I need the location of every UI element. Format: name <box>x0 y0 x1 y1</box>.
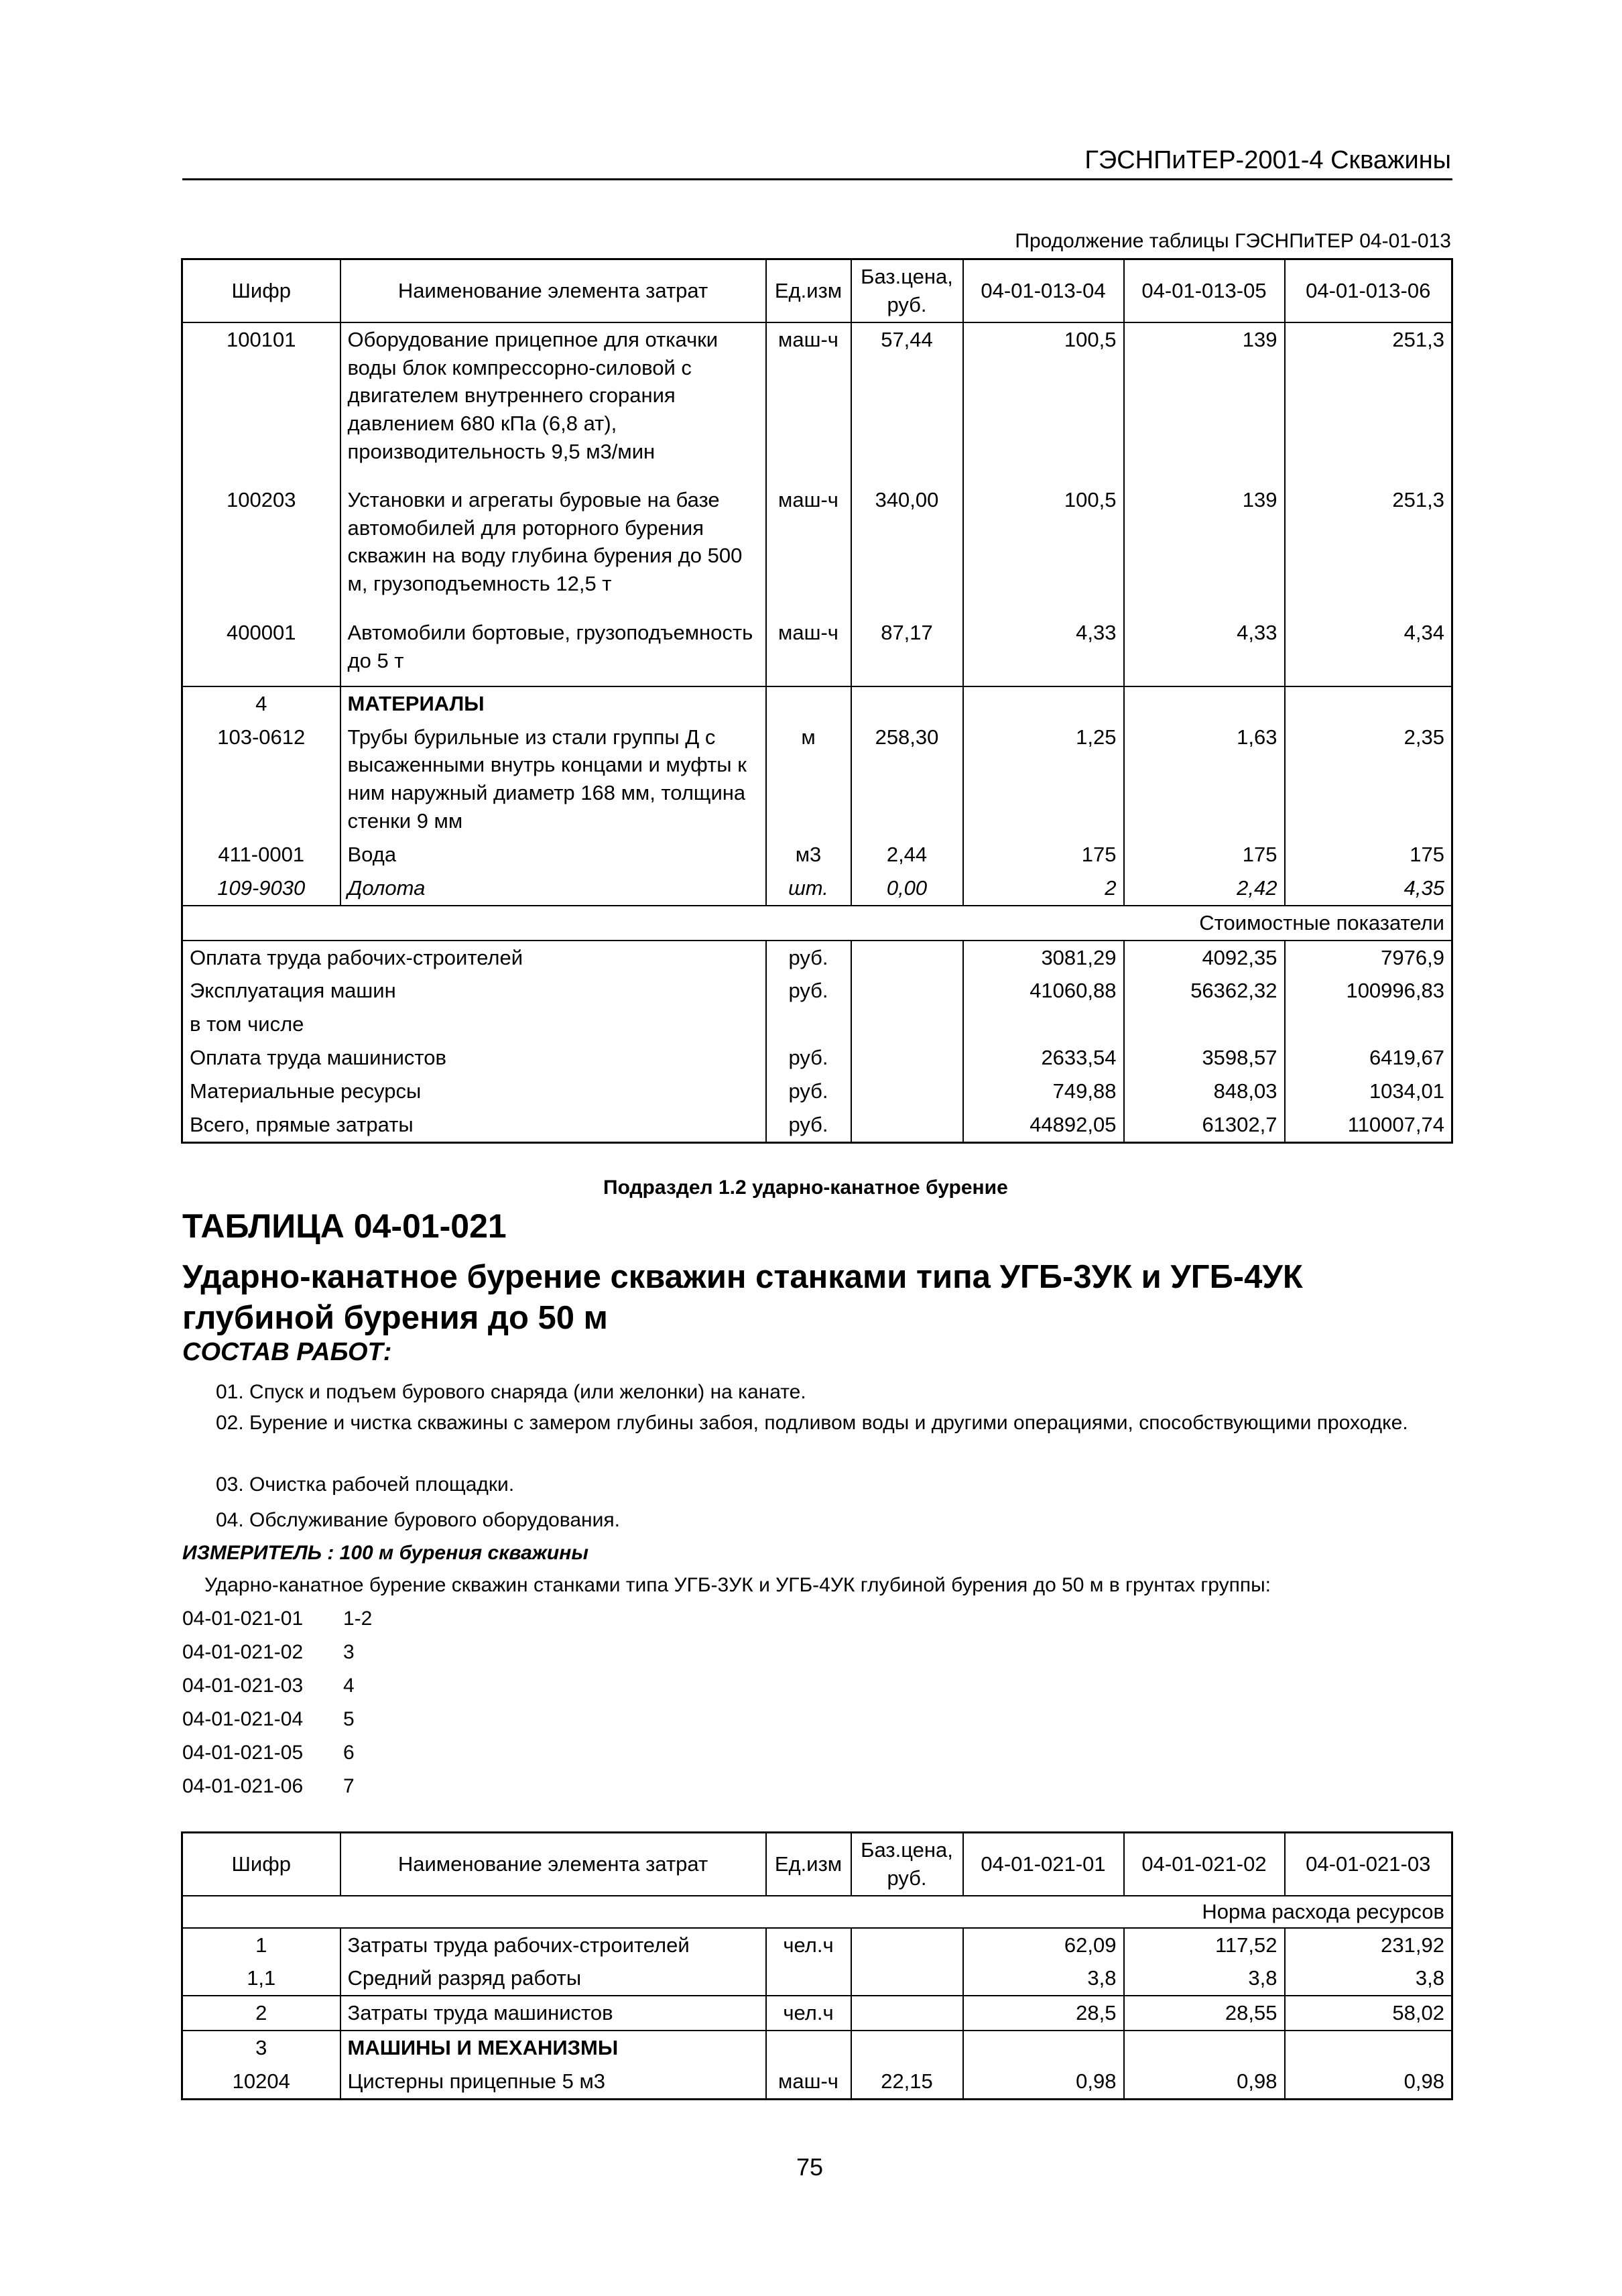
variant-group: 7 <box>343 1775 355 1797</box>
row-code: 100101 <box>182 322 340 483</box>
header-price: Баз.цена, руб. <box>851 1833 963 1896</box>
row-value: 100,5 <box>963 322 1124 483</box>
header-unit: Ед.изм <box>766 1833 851 1896</box>
row-unit <box>766 1961 851 1996</box>
row-value: 3,8 <box>1415 1966 1444 1990</box>
row-value: 2,35 <box>1403 725 1444 749</box>
resource-table-021 <box>181 1831 1453 2100</box>
cost-value: 3598,57 <box>1124 1041 1285 1075</box>
row-price <box>851 2031 963 2065</box>
table-row <box>182 2065 1452 2099</box>
row-value <box>1285 686 1452 721</box>
row-price: 258,30 <box>851 721 963 838</box>
variant-row <box>182 1742 355 1764</box>
row-value: 0,98 <box>1403 2069 1444 2093</box>
cost-unit: руб. <box>766 974 851 1008</box>
row-code: 1 <box>182 1928 340 1962</box>
row-code: 100203 <box>182 483 340 616</box>
operation-item: 02. Бурение и чистка скважины с замером глубины забоя, подливом воды и другими операциями, способствующими проходке. <box>216 1412 1408 1434</box>
row-value: 2 <box>963 871 1124 906</box>
header-variant-06: 04-01-013-06 <box>1285 259 1452 322</box>
variant-code: 04-01-021-02 <box>182 1641 304 1663</box>
cost-value: 3081,29 <box>963 941 1124 975</box>
work-composition-heading: СОСТАВ РАБОТ: <box>182 1338 392 1366</box>
row-value: 139 <box>1124 483 1285 616</box>
row-unit: маш-ч <box>766 2065 851 2099</box>
cost-value: 7976,9 <box>1381 945 1444 969</box>
cost-unit: руб. <box>766 941 851 975</box>
header-variant-02: 04-01-021-02 <box>1124 1833 1285 1896</box>
section-heading: МАШИНЫ И МЕХАНИЗМЫ <box>340 2031 766 2065</box>
variant-row <box>182 1775 355 1798</box>
cost-value: 44892,05 <box>963 1108 1124 1142</box>
row-code: 4 <box>182 686 340 721</box>
operation-item: 04. Обслуживание бурового оборудования. <box>216 1509 620 1531</box>
cost-row <box>182 974 1452 1008</box>
table-row <box>182 1928 1452 1962</box>
cost-label: Материальные ресурсы <box>182 1075 766 1108</box>
table-row <box>182 871 1452 906</box>
row-name: Затраты труда машинистов <box>340 1996 766 2031</box>
cost-row <box>182 1075 1452 1108</box>
row-value: 28,5 <box>963 1996 1124 2031</box>
row-value: 251,3 <box>1392 327 1444 351</box>
table-row <box>182 2031 1452 2065</box>
header-variant-04: 04-01-013-04 <box>963 259 1124 322</box>
row-code: 400001 <box>182 616 340 686</box>
cost-unit: руб. <box>766 1108 851 1142</box>
row-price: 2,44 <box>851 838 963 871</box>
variant-group: 3 <box>343 1641 355 1663</box>
header-unit: Ед.изм <box>766 259 851 322</box>
row-value <box>1285 2031 1452 2065</box>
row-unit: маш-ч <box>766 322 851 483</box>
header-price: Баз.цена, руб. <box>851 259 963 322</box>
operation-item: 01. Спуск и подъем бурового снаряда (или желонки) на канате. <box>216 1381 806 1403</box>
cost-unit: руб. <box>766 1075 851 1108</box>
cost-label: Всего, прямые затраты <box>182 1108 766 1142</box>
cost-value: 41060,88 <box>963 974 1124 1008</box>
table-row <box>182 838 1452 871</box>
cost-unit: руб. <box>766 1041 851 1075</box>
cost-value <box>963 1008 1124 1041</box>
row-name: Оборудование прицепное для откачки воды блок компрессорно-силовой с двигателем внутреннего сгорания давлением 680 кПа (6,8 ат), производительность 9,5 м3/мин <box>340 322 766 483</box>
variant-row <box>182 1708 355 1731</box>
section-heading: МАТЕРИАЛЫ <box>340 686 766 721</box>
row-value: 251,3 <box>1392 487 1444 511</box>
row-name: Автомобили бортовые, грузоподъемность до 5 т <box>340 616 766 686</box>
row-name: Долота <box>340 871 766 906</box>
row-code: 103-0612 <box>182 721 340 838</box>
row-code: 10204 <box>182 2065 340 2099</box>
row-price: 340,00 <box>851 483 963 616</box>
row-price <box>851 1928 963 1962</box>
row-unit: маш-ч <box>766 483 851 616</box>
header-name: Наименование элемента затрат <box>340 1833 766 1896</box>
cost-value: 4092,35 <box>1124 941 1285 975</box>
table-row <box>182 1961 1452 1996</box>
cost-value <box>1285 1008 1452 1041</box>
variant-group: 5 <box>343 1708 355 1730</box>
cost-value: 56362,32 <box>1124 974 1285 1008</box>
row-value: 28,55 <box>1124 1996 1285 2031</box>
cost-label: Оплата труда машинистов <box>182 1041 766 1075</box>
cost-value <box>1124 1008 1285 1041</box>
row-value <box>1124 2031 1285 2065</box>
row-value <box>1124 686 1285 721</box>
running-header: ГЭСНПиТЕР-2001-4 Скважины <box>1084 146 1451 174</box>
row-unit: чел.ч <box>766 1996 851 2031</box>
row-code: 1,1 <box>182 1961 340 1996</box>
row-value: 139 <box>1124 322 1285 483</box>
variant-row <box>182 1608 372 1630</box>
row-name: Установки и агрегаты буровые на базе автомобилей для роторного бурения скважин на воду глубина бурения до 500 м, грузоподъемность 12,5 т <box>340 483 766 616</box>
row-unit <box>766 686 851 721</box>
row-value <box>963 2031 1124 2065</box>
header-variant-01: 04-01-021-01 <box>963 1833 1124 1896</box>
variant-code: 04-01-021-05 <box>182 1742 304 1764</box>
row-value: 1,25 <box>963 721 1124 838</box>
row-name: Трубы бурильные из стали группы Д с высаженными внутрь концами и муфты к ним наружный диаметр 168 мм, толщина стенки 9 мм <box>340 721 766 838</box>
row-value: 175 <box>1410 842 1444 866</box>
row-code: 3 <box>182 2031 340 2065</box>
row-value: 3,8 <box>1124 1961 1285 1996</box>
row-value: 100,5 <box>963 483 1124 616</box>
table-row <box>182 483 1452 616</box>
table-row <box>182 1996 1452 2031</box>
cost-caption: Стоимостные показатели <box>182 906 1452 941</box>
cost-value: 1034,01 <box>1369 1079 1444 1103</box>
row-value: 117,52 <box>1124 1928 1285 1962</box>
row-value: 4,35 <box>1403 875 1444 900</box>
page-number: 75 <box>796 2153 824 2181</box>
row-value: 62,09 <box>963 1928 1124 1962</box>
row-value: 4,33 <box>963 616 1124 686</box>
row-name: Затраты труда рабочих-строителей <box>340 1928 766 1962</box>
row-name: Вода <box>340 838 766 871</box>
row-price: 87,17 <box>851 616 963 686</box>
header-name: Наименование элемента затрат <box>340 259 766 322</box>
variant-group: 6 <box>343 1742 355 1764</box>
row-value: 1,63 <box>1124 721 1285 838</box>
meter-label: ИЗМЕРИТЕЛЬ : 100 м бурения скважины <box>182 1542 588 1564</box>
row-unit <box>766 2031 851 2065</box>
cost-unit <box>766 1008 851 1041</box>
row-value: 175 <box>1124 838 1285 871</box>
cost-value: 749,88 <box>963 1075 1124 1108</box>
row-unit: м <box>766 721 851 838</box>
row-unit: шт. <box>766 871 851 906</box>
table-row <box>182 686 1452 721</box>
row-value: 3,8 <box>963 1961 1124 1996</box>
row-price <box>851 686 963 721</box>
header-rule <box>182 178 1452 180</box>
row-value: 0,98 <box>963 2065 1124 2099</box>
variant-row <box>182 1641 355 1664</box>
subsection-title: Подраздел 1.2 ударно-канатное бурение <box>603 1176 1008 1199</box>
variant-row <box>182 1675 355 1697</box>
row-value <box>963 686 1124 721</box>
table-row <box>182 721 1452 838</box>
variant-code: 04-01-021-04 <box>182 1708 304 1730</box>
norm-caption: Норма расхода ресурсов <box>182 1896 1452 1928</box>
cost-label: Оплата труда рабочих-строителей <box>182 941 766 975</box>
operation-item: 03. Очистка рабочей площадки. <box>216 1473 515 1496</box>
row-unit: чел.ч <box>766 1928 851 1962</box>
cost-value: 61302,7 <box>1124 1108 1285 1142</box>
cost-row <box>182 1041 1452 1075</box>
variant-code: 04-01-021-01 <box>182 1608 304 1630</box>
row-unit: м3 <box>766 838 851 871</box>
row-unit: маш-ч <box>766 616 851 686</box>
row-value: 2,42 <box>1124 871 1285 906</box>
variant-code: 04-01-021-03 <box>182 1675 304 1697</box>
variant-group: 4 <box>343 1675 355 1697</box>
row-name: Цистерны прицепные 5 м3 <box>340 2065 766 2099</box>
row-price: 22,15 <box>851 2065 963 2099</box>
row-value: 58,02 <box>1285 1996 1452 2031</box>
variant-code: 04-01-021-06 <box>182 1775 304 1797</box>
header-code: Шифр <box>182 259 340 322</box>
cost-row <box>182 941 1452 975</box>
row-price <box>851 1996 963 2031</box>
row-value: 4,33 <box>1124 616 1285 686</box>
row-value: 175 <box>963 838 1124 871</box>
table-heading: Ударно-канатное бурение скважин станками типа УГБ-3УК и УГБ-4УК глубиной бурения до 50 м <box>182 1259 1303 1337</box>
cost-label: в том числе <box>182 1008 766 1041</box>
cost-label: Эксплуатация машин <box>182 974 766 1008</box>
table-row <box>182 322 1452 483</box>
header-variant-05: 04-01-013-05 <box>1124 259 1285 322</box>
row-code: 109-9030 <box>182 871 340 906</box>
continuation-caption: Продолжение таблицы ГЭСНПиТЕР 04-01-013 <box>1015 230 1451 252</box>
row-value: 4,34 <box>1403 620 1444 644</box>
cost-value: 6419,67 <box>1369 1046 1444 1070</box>
row-code: 2 <box>182 1996 340 2031</box>
cost-value: 848,03 <box>1124 1075 1285 1108</box>
resource-table-013 <box>181 258 1453 1144</box>
cost-value: 100996,83 <box>1346 979 1444 1003</box>
cost-value: 2633,54 <box>963 1041 1124 1075</box>
row-code: 411-0001 <box>182 838 340 871</box>
table-title: ТАБЛИЦА 04-01-021 <box>182 1207 507 1245</box>
header-variant-03: 04-01-021-03 <box>1285 1833 1452 1896</box>
row-price: 0,00 <box>851 871 963 906</box>
cost-value: 110007,74 <box>1347 1113 1444 1137</box>
table-row <box>182 616 1452 686</box>
row-price: 57,44 <box>851 322 963 483</box>
row-price <box>851 1961 963 1996</box>
cost-row <box>182 1108 1452 1142</box>
variant-intro: Ударно-канатное бурение скважин станками типа УГБ-3УК и УГБ-4УК глубиной бурения до 50 м в грунтах группы: <box>204 1574 1271 1596</box>
variant-group: 1-2 <box>343 1608 373 1630</box>
cost-row <box>182 1008 1452 1041</box>
row-value: 0,98 <box>1124 2065 1285 2099</box>
row-name: Средний разряд работы <box>340 1961 766 1996</box>
header-code: Шифр <box>182 1833 340 1896</box>
row-value: 231,92 <box>1381 1933 1444 1957</box>
